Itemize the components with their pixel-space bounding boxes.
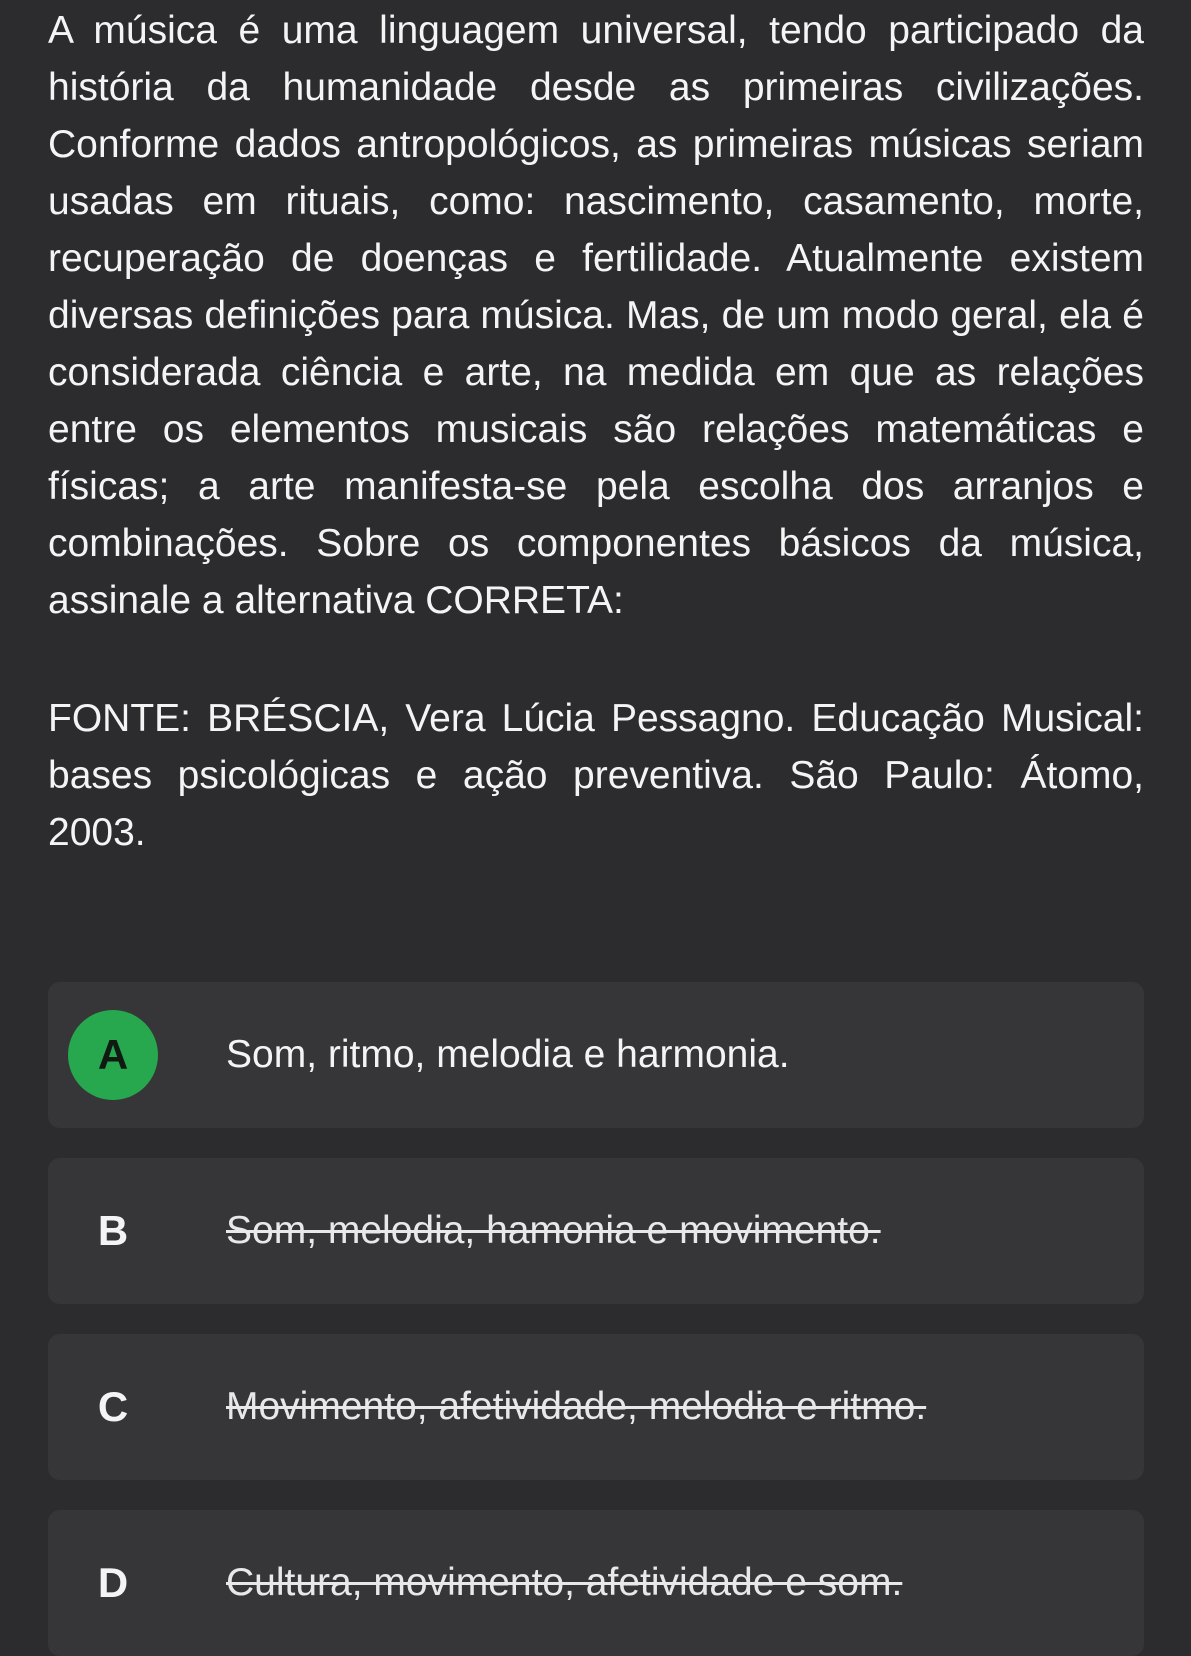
question-text: A música é uma linguagem universal, tendo participado da história da humanidade desde as primeiras civilizações. Conforme dados antropológicos, as primeiras músicas seriam usadas em rituais, como: nascimento, casamento, morte, recuperação de doenças e fertilidade. Atualmente existem diversas definições para música. Mas, de um modo geral, ela é considerada ciência e arte, na medida em que as relações entre os elementos musicais são relações matemáticas e físicas; a arte manifesta-se pela escolha dos arranjos e combinações. Sobre os componentes básicos da música, assinale a alternativa CORRETA:	[48, 9, 1144, 622]
option-c-text: Movimento, afetividade, melodia e ritmo.	[226, 1385, 927, 1428]
option-a[interactable]	[48, 982, 1144, 1128]
option-b-text: Som, melodia, hamonia e movimento.	[226, 1209, 881, 1252]
option-b-letter-badge: B	[97, 1207, 129, 1254]
source-citation: FONTE: BRÉSCIA, Vera Lúcia Pessagno. Educação Musical: bases psicológicas e ação preventiva. São Paulo: Átomo, 2003.	[48, 697, 1144, 854]
option-d-text: Cultura, movimento, afetividade e som.	[226, 1561, 903, 1604]
option-a-letter-badge: A	[68, 1010, 158, 1100]
option-d[interactable]	[48, 1510, 1144, 1656]
option-c[interactable]	[48, 1334, 1144, 1480]
option-a-text: Som, ritmo, melodia e harmonia.	[226, 1033, 790, 1076]
option-d-letter-badge: D	[97, 1559, 129, 1606]
option-c-letter-badge: C	[97, 1383, 129, 1430]
option-b[interactable]	[48, 1158, 1144, 1304]
